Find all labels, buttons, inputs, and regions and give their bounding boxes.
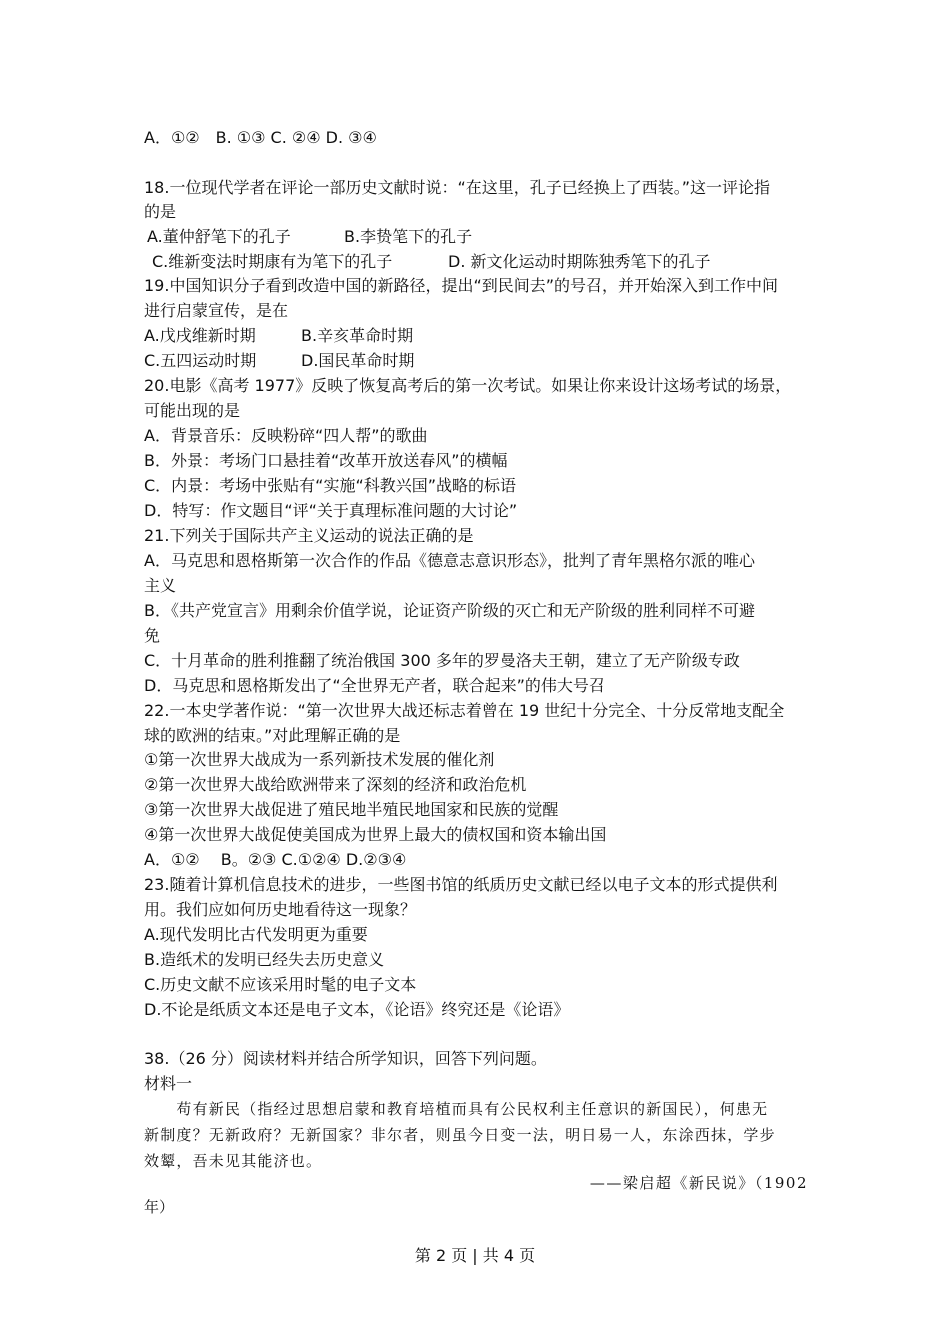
q23-option-b: B.造纸术的发明已经失去历史意义 — [144, 950, 385, 969]
q22-statement-2: ②第一次世界大战给欧洲带来了深刻的经济和政治危机 — [144, 775, 527, 794]
page-footer: 第 2 页 | 共 4 页 — [414, 1246, 536, 1265]
q21-option-d: D．马克思和恩格斯发出了“全世界无产者，联合起来”的伟大号召 — [144, 676, 605, 695]
q18-stem-line2: 的是 — [144, 202, 177, 221]
q19-option-c: C.五四运动时期 — [144, 351, 257, 370]
q22-options: A．①② B。②③ C.①②④ D.②③④ — [144, 850, 407, 869]
q22-stem-line1: 22.一本史学著作说：“第一次世界大战还标志着曾在 19 世纪十分完全、十分反常地支配全 — [144, 701, 785, 720]
q23-option-a: A.现代发明比古代发明更为重要 — [144, 925, 368, 944]
q22-statement-4: ④第一次世界大战促使美国成为世界上最大的债权国和资本输出国 — [144, 825, 607, 844]
q18-stem-line1: 18.一位现代学者在评论一部历史文献时说：“在这里，孔子已经换上了西装。”这一评论指 — [144, 178, 771, 197]
material-attribution: ——梁启超《新民说》（1902 — [589, 1174, 808, 1192]
q18-option-a: A.董仲舒笔下的孔子 — [147, 227, 291, 246]
material-text-line2: 新制度？无新政府？无新国家？非尔者，则虽今日变一法，明日易一人，东涂西抹，学步 — [144, 1126, 776, 1144]
q38-stem: 38.（26 分）阅读材料并结合所学知识，回答下列问题。 — [144, 1049, 547, 1068]
q19-option-a: A.戊戌维新时期 — [144, 326, 256, 345]
q19-stem-line1: 19.中国知识分子看到改造中国的新路径，提出“到民间去”的号召，并开始深入到工作中间 — [144, 276, 779, 295]
q22-statement-3: ③第一次世界大战促进了殖民地半殖民地国家和民族的觉醒 — [144, 800, 559, 819]
q17-options: A．①② B. ①③ C. ②④ D. ③④ — [144, 128, 377, 147]
q21-option-a-line1: A．马克思和恩格斯第一次合作的作品《德意志意识形态》，批判了青年黑格尔派的唯心 — [144, 551, 755, 570]
q20-option-a: A．背景音乐：反映粉碎“四人帮”的歌曲 — [144, 426, 428, 445]
q19-stem-line2: 进行启蒙宣传，是在 — [144, 301, 289, 320]
q23-option-d: D.不论是纸质文本还是电子文本，《论语》终究还是《论语》 — [144, 1000, 570, 1019]
q20-option-d: D．特写：作文题目“评“关于真理标准问题的大讨论” — [144, 501, 518, 520]
q20-stem-line1: 20.电影《高考 1977》反映了恢复高考后的第一次考试。如果让你来设计这场考试的场景， — [144, 376, 792, 395]
q21-stem: 21.下列关于国际共产主义运动的说法正确的是 — [144, 526, 474, 545]
q21-option-c: C．十月革命的胜利推翻了统治俄国 300 多年的罗曼洛夫王朝，建立了无产阶级专政 — [144, 651, 740, 670]
q18-option-b: B.李贽笔下的孔子 — [344, 227, 473, 246]
q23-option-c: C.历史文献不应该采用时髦的电子文本 — [144, 975, 417, 994]
q20-option-b: B．外景：考场门口悬挂着“改革开放送春风”的横幅 — [144, 451, 508, 470]
material-text-line1: 苟有新民（指经过思想启蒙和教育培植而具有公民权利主任意识的新国民），何患无 — [144, 1100, 769, 1118]
q21-option-a-line2: 主义 — [144, 576, 177, 595]
q23-stem-line2: 用。我们应如何历史地看待这一现象？ — [144, 900, 417, 919]
q18-option-d: D. 新文化运动时期陈独秀笔下的孔子 — [448, 252, 711, 271]
material-text-line3: 效颦，吾未见其能济也。 — [144, 1152, 323, 1170]
q21-option-b-line1: B．《共产党宣言》用剩余价值学说，论证资产阶级的灭亡和无产阶级的胜利同样不可避 — [144, 601, 755, 620]
q22-statement-1: ①第一次世界大战成为一系列新技术发展的催化剂 — [144, 750, 495, 769]
q19-option-d: D.国民革命时期 — [301, 351, 415, 370]
q20-stem-line2: 可能出现的是 — [144, 401, 241, 420]
q22-stem-line2: 球的欧洲的结束。”对此理解正确的是 — [144, 726, 401, 745]
q19-option-b: B.辛亥革命时期 — [301, 326, 414, 345]
q23-stem-line1: 23.随着计算机信息技术的进步，一些图书馆的纸质历史文献已经以电子文本的形式提供利 — [144, 875, 778, 894]
material-title: 材料一 — [144, 1074, 193, 1093]
material-attribution-tail: 年） — [144, 1198, 175, 1216]
q18-option-c: C.维新变法时期康有为笔下的孔子 — [152, 252, 393, 271]
q20-option-c: C．内景：考场中张贴有“实施“科教兴国”战略的标语 — [144, 476, 517, 495]
q21-option-b-line2: 免 — [144, 626, 161, 645]
